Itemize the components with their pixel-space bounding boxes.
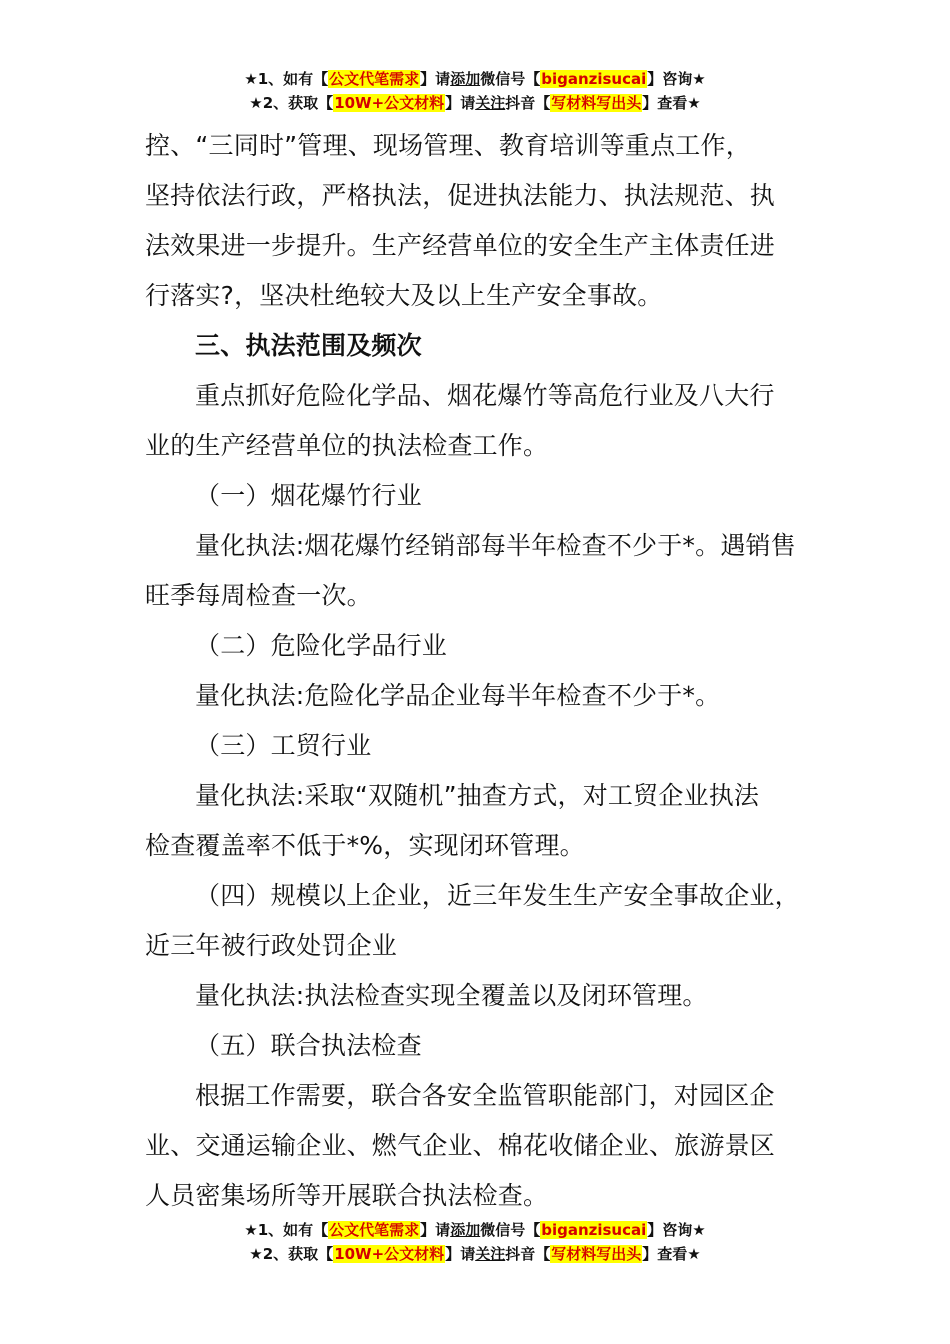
subheading: （二）危险化学品行业 <box>195 631 448 660</box>
promo-text: ★2、获取【 <box>249 1245 334 1263</box>
promo-line-1 <box>0 1218 950 1242</box>
body-line: 量化执法:危险化学品企业每半年检查不少于*。 <box>195 681 721 710</box>
section-heading: 三、执法范围及频次 <box>195 331 422 360</box>
body-line: 旺季每周检查一次。 <box>145 581 372 610</box>
promo-text: ★1、如有【 <box>244 70 329 88</box>
promo-highlight: 公文代笔需求 <box>329 1221 420 1239</box>
body-line: 重点抓好危险化学品、烟花爆竹等高危行业及八大行 <box>195 381 775 410</box>
document-body <box>145 121 825 1221</box>
promo-text: 】查看★ <box>642 94 701 112</box>
promo-text: 】咨询★ <box>647 1221 706 1239</box>
promo-highlight: 10W+公文材料 <box>334 94 445 112</box>
top-promo-banner <box>0 67 950 115</box>
body-line: 法效果进一步提升。生产经营单位的安全生产主体责任进 <box>145 231 776 260</box>
body-line: 量化执法:执法检查实现全覆盖以及闭环管理。 <box>195 981 708 1010</box>
body-line: 业、交通运输企业、燃气企业、棉花收储企业、旅游景区 <box>145 1131 776 1160</box>
promo-highlight: 写材料写出头 <box>551 94 642 112</box>
subheading: （一）烟花爆竹行业 <box>195 481 422 510</box>
promo-text: 】请 <box>420 70 451 88</box>
promo-text: 】咨询★ <box>647 70 706 88</box>
promo-text: 微信号【 <box>480 1221 541 1239</box>
promo-text: 】请 <box>445 1245 476 1263</box>
promo-text: ★2、获取【 <box>249 94 334 112</box>
body-line: 坚持依法行政，严格执法，促进执法能力、执法规范、执 <box>145 181 776 210</box>
promo-text: 微信号【 <box>480 70 541 88</box>
body-line: 人员密集场所等开展联合执法检查。 <box>145 1181 549 1210</box>
promo-text: 抖音【 <box>505 1245 551 1263</box>
promo-underline: 关注 <box>475 1245 506 1263</box>
promo-text: ★1、如有【 <box>244 1221 329 1239</box>
promo-text: 】查看★ <box>642 1245 701 1263</box>
promo-line-2 <box>0 1242 950 1266</box>
bottom-promo-banner <box>0 1218 950 1266</box>
body-line: 业的生产经营单位的执法检查工作。 <box>145 431 549 460</box>
promo-line-2 <box>0 91 950 115</box>
subheading: （五）联合执法检查 <box>195 1031 422 1060</box>
promo-line-1 <box>0 67 950 91</box>
promo-underline: 添加 <box>450 1221 481 1239</box>
body-line: 量化执法:烟花爆竹经销部每半年检查不少于*。遇销售 <box>195 531 796 560</box>
body-line: 根据工作需要，联合各安全监管职能部门，对园区企 <box>195 1081 775 1110</box>
body-line: 检查覆盖率不低于*%，实现闭环管理。 <box>145 831 585 860</box>
body-line: 量化执法:采取“双随机”抽查方式，对工贸企业执法 <box>195 781 760 810</box>
promo-highlight: 写材料写出头 <box>551 1245 642 1263</box>
promo-highlight: 公文代笔需求 <box>329 70 420 88</box>
promo-text: 】请 <box>420 1221 451 1239</box>
promo-underline: 添加 <box>450 70 481 88</box>
body-line: 控、“三同时”管理、现场管理、教育培训等重点工作， <box>145 131 751 160</box>
promo-text: 】请 <box>445 94 476 112</box>
body-line: 行落实?，坚决杜绝较大及以上生产安全事故。 <box>145 281 663 310</box>
subheading-continued: 近三年被行政处罚企业 <box>145 931 398 960</box>
subheading: （四）规模以上企业，近三年发生生产安全事故企业， <box>195 881 800 910</box>
promo-underline: 关注 <box>475 94 506 112</box>
promo-highlight: biganzisucai <box>541 1221 647 1239</box>
promo-text: 抖音【 <box>505 94 551 112</box>
subheading: （三）工贸行业 <box>195 731 372 760</box>
promo-highlight: 10W+公文材料 <box>334 1245 445 1263</box>
promo-highlight: biganzisucai <box>541 70 647 88</box>
